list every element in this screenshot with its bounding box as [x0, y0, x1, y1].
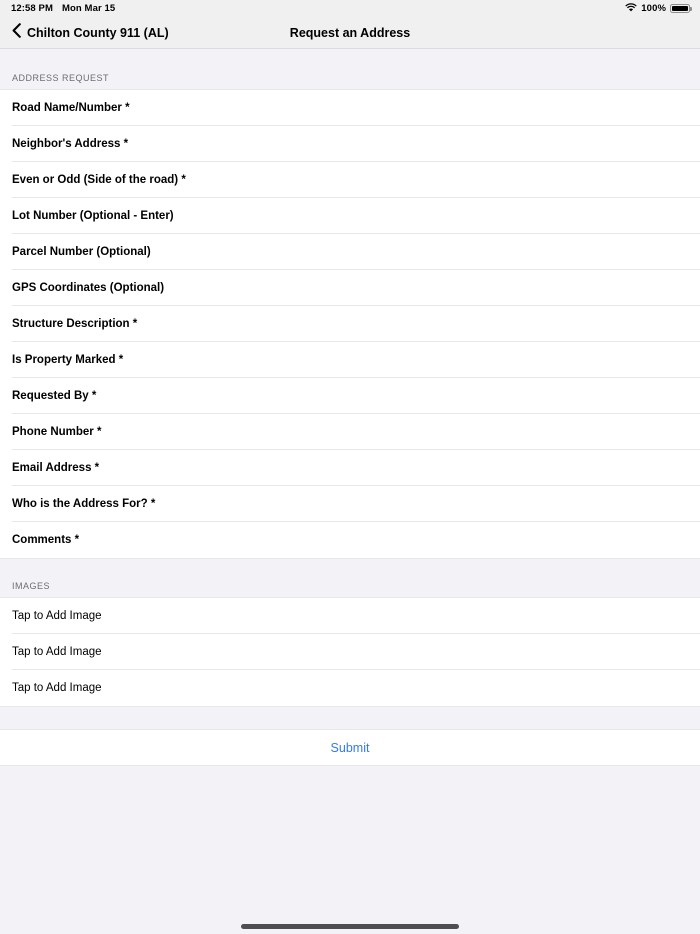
back-button[interactable]	[12, 23, 169, 43]
battery-icon	[670, 4, 690, 14]
form-row-phone-number[interactable]	[0, 414, 700, 450]
form-row-comments[interactable]	[0, 522, 700, 558]
tap-to-add-image-row-2[interactable]	[0, 634, 700, 670]
form-row-lot-number[interactable]	[0, 198, 700, 234]
row-label: Tap to Add Image	[12, 646, 102, 658]
section-header-label: IMAGES	[12, 581, 51, 591]
chevron-left-icon	[12, 23, 21, 43]
section-header-images	[0, 559, 700, 597]
row-label: Tap to Add Image	[12, 610, 102, 622]
section-header-label: ADDRESS REQUEST	[12, 73, 110, 83]
status-date: Mon Mar 15	[62, 3, 116, 14]
field-label: GPS Coordinates (Optional)	[12, 282, 165, 294]
form-row-is-property-marked[interactable]	[0, 342, 700, 378]
field-label: Who is the Address For? *	[12, 498, 156, 510]
home-indicator[interactable]	[241, 924, 459, 929]
form-row-neighbors-address[interactable]	[0, 126, 700, 162]
field-label: Phone Number *	[12, 426, 102, 438]
field-label: Road Name/Number *	[12, 102, 130, 114]
submit-button-label: Submit	[330, 740, 370, 755]
form-row-parcel-number[interactable]	[0, 234, 700, 270]
form-row-email-address[interactable]	[0, 450, 700, 486]
battery-percent: 100%	[641, 3, 666, 14]
field-label: Is Property Marked *	[12, 354, 124, 366]
field-label: Comments *	[12, 534, 80, 546]
field-label: Requested By *	[12, 390, 97, 402]
tap-to-add-image-row-1[interactable]	[0, 598, 700, 634]
wifi-icon	[625, 3, 637, 15]
submit-section	[0, 729, 700, 766]
field-label: Parcel Number (Optional)	[12, 246, 151, 258]
field-label: Structure Description *	[12, 318, 138, 330]
submit-button[interactable]	[0, 730, 700, 765]
page-title: Request an Address	[289, 25, 411, 40]
form-row-who-is-address-for[interactable]	[0, 486, 700, 522]
form-row-requested-by[interactable]	[0, 378, 700, 414]
field-label: Even or Odd (Side of the road) *	[12, 174, 186, 186]
address-request-form	[0, 89, 700, 559]
section-header-address-request	[0, 49, 700, 89]
field-label: Lot Number (Optional - Enter)	[12, 210, 174, 222]
section-gap	[0, 707, 700, 729]
field-label: Neighbor's Address *	[12, 138, 129, 150]
form-row-gps-coordinates[interactable]	[0, 270, 700, 306]
form-row-road-name[interactable]	[0, 90, 700, 126]
images-section	[0, 597, 700, 707]
status-time: 12:58 PM	[11, 3, 53, 14]
status-bar	[0, 0, 700, 17]
navigation-bar	[0, 17, 700, 49]
back-button-label: Chilton County 911 (AL)	[27, 25, 169, 40]
form-row-even-or-odd[interactable]	[0, 162, 700, 198]
form-row-structure-description[interactable]	[0, 306, 700, 342]
row-label: Tap to Add Image	[12, 682, 102, 694]
tap-to-add-image-row-3[interactable]	[0, 670, 700, 706]
field-label: Email Address *	[12, 462, 100, 474]
